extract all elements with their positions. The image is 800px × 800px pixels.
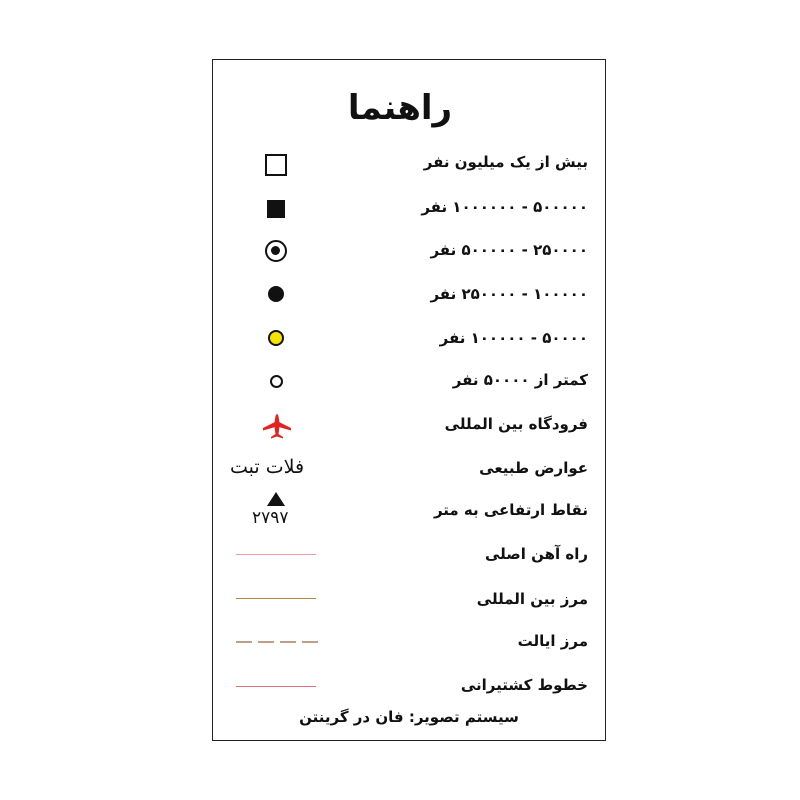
legend-label-shipping: خطوط کشتیرانی <box>460 676 588 694</box>
legend-label-natural-features: عوارض طبیعی <box>479 459 588 477</box>
state-border-line <box>236 640 318 644</box>
projection-note: سیستم تصویر: فان در گرینتن <box>299 708 519 726</box>
legend-title: راهنما <box>347 88 453 128</box>
legend-label-250k-500k: ۲۵۰۰۰۰ - ۵۰۰۰۰۰ نفر <box>430 241 588 259</box>
natural-feature-sample: فلات تبت <box>230 456 305 478</box>
circle-filled-icon <box>268 286 284 302</box>
circle-outline-icon <box>270 375 283 388</box>
elevation-sample-value: ۲۷۹۷ <box>252 508 289 528</box>
international-border-line <box>236 598 316 599</box>
triangle-icon <box>267 492 285 506</box>
legend-label-elevation: نقاط ارتفاعی به متر <box>433 501 588 519</box>
railway-line <box>236 554 316 555</box>
shipping-line <box>236 686 316 687</box>
airplane-icon <box>262 412 292 440</box>
square-filled-icon <box>267 200 285 218</box>
square-outline-icon <box>265 154 287 176</box>
legend-label-50k-100k: ۵۰۰۰۰ - ۱۰۰۰۰۰ نفر <box>439 329 588 347</box>
legend-label-airport: فرودگاه بین المللی <box>444 415 588 433</box>
legend-label-100k-250k: ۱۰۰۰۰۰ - ۲۵۰۰۰۰ نفر <box>430 285 588 303</box>
legend-label-over-million: بیش از یک میلیون نفر <box>423 153 588 171</box>
legend-label-international-border: مرز بین المللی <box>476 590 588 608</box>
legend-label-state-border: مرز ایالت <box>517 632 588 650</box>
legend-label-under-50k: کمتر از ۵۰۰۰۰ نفر <box>452 371 588 389</box>
legend-label-500k-1m: ۵۰۰۰۰۰ - ۱۰۰۰۰۰۰ نفر <box>421 198 588 216</box>
legend-label-railway: راه آهن اصلی <box>484 545 588 563</box>
ring-dot-icon <box>265 240 287 262</box>
circle-yellow-icon <box>268 330 284 346</box>
